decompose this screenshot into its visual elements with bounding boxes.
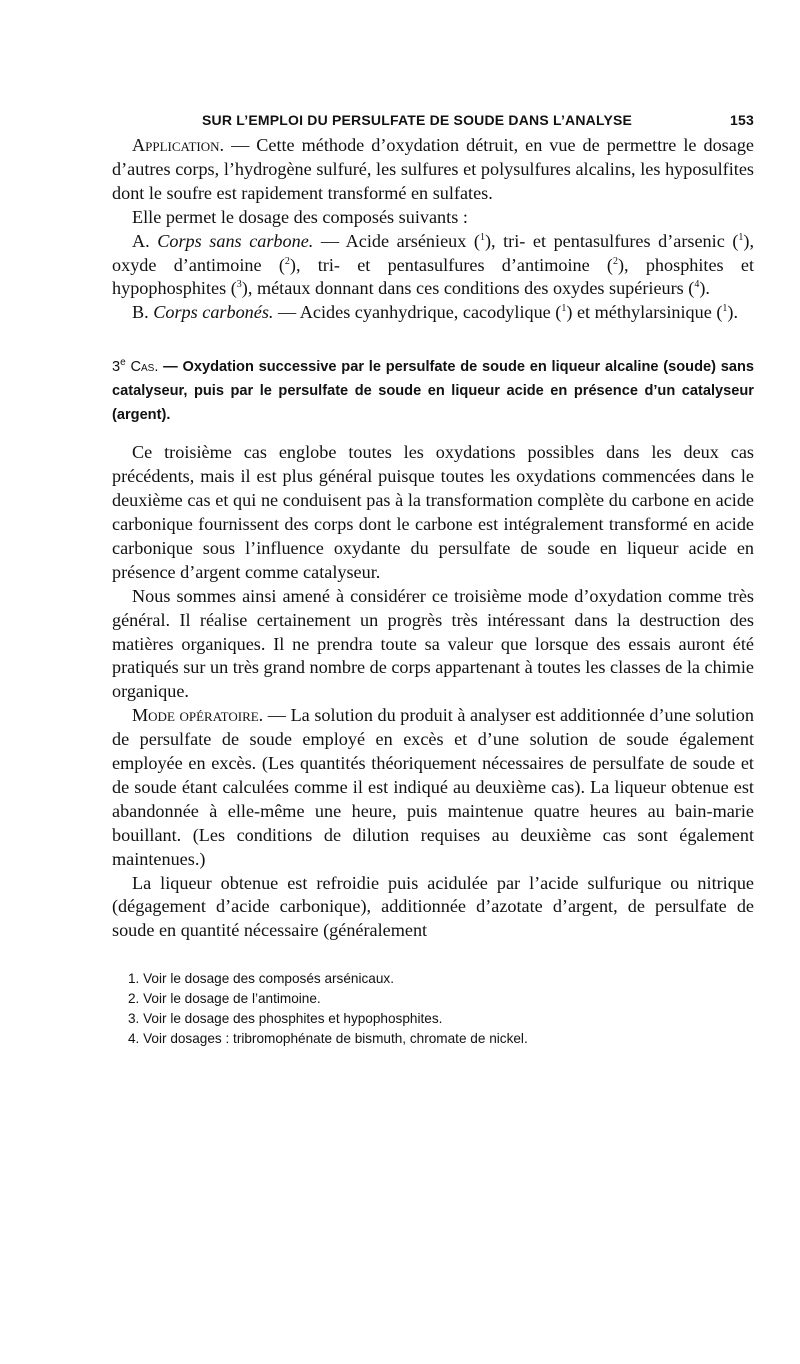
body-paragraph-1: Ce troisième cas englobe toutes les oxydations possibles dans les deux cas précédents, mais il est plus général puisque toutes les oxydations commencées dans le deuxième cas et qui ne conduisent pas à la transformation complète du carbone en acide carbonique fournissent des corps dont le carbone est intégralement transformé en acide carbonique sous l’influence oxydante du persulfate de soude en liqueur acide en présence d’argent comme catalyseur. [112, 442, 754, 582]
corps-carbones-paragraph [112, 301, 754, 325]
corps-carbones-text: ) et méthylarsinique ( [566, 302, 723, 323]
footnote-4: 4. Voir dosages : tribromophénate de bismuth, chromate de nickel. [128, 1031, 528, 1047]
mode-operatoire-label: Mode opératoire. [132, 705, 264, 726]
corps-sans-carbone-text: ). [699, 278, 710, 299]
footnote-ref: 1 [738, 231, 744, 243]
list-letter-b: B. [132, 302, 154, 323]
footnote-ref: 1 [479, 231, 485, 243]
corps-carbones-text: ). [727, 302, 739, 323]
case-number-suffix: e [120, 357, 126, 369]
page-number: 153 [730, 112, 754, 128]
corps-sans-carbone-text: — Acide arsénieux ( [313, 230, 480, 251]
case-3-heading [112, 355, 754, 427]
corps-carbones-text: — Acides cyanhydrique, cacodylique ( [273, 302, 562, 323]
application-paragraph [112, 134, 754, 206]
footnote-ref: 4 [694, 279, 700, 291]
footnote-ref: 3 [236, 279, 242, 291]
case-label: Cas. [125, 359, 159, 376]
dosage-intro: Elle permet le dosage des composés suivants : [132, 206, 468, 227]
body-paragraph-3: La liqueur obtenue est refroidie puis acidulée par l’acide sulfurique ou nitrique (dégagement d’acide carbonique), additionnée d’azotate d’argent, de persulfate de soude en quantité nécessaire (généralement [112, 872, 754, 941]
footnote-2: 2. Voir le dosage de l’antimoine. [128, 991, 321, 1007]
corps-sans-carbone-label: Corps sans carbone. [157, 230, 314, 251]
footnote-ref: 2 [612, 255, 618, 267]
footnote-3: 3. Voir le dosage des phosphites et hypophosphites. [128, 1011, 443, 1027]
corps-sans-carbone-text: ), tri- et pentasulfures d’arsenic ( [484, 230, 739, 251]
book-page [112, 112, 754, 1049]
footnote-ref: 1 [722, 303, 728, 315]
footnotes [112, 969, 754, 1049]
body-paragraph-2: Nous sommes ainsi amené à considérer ce troisième mode d’oxydation comme très général. Il réalise certainement un progrès très intéressant dans la destruction des matières organiques. Il ne prendra toute sa valeur que lorsque des essais auront été pratiqués sur un très grand nombre de corps appartenant à toutes les classes de la chimie organique. [112, 585, 754, 702]
corps-sans-carbone-text: ), phosphites et hypophosphites ( [112, 254, 755, 299]
case-number: 3 [112, 359, 121, 376]
running-head [112, 112, 754, 134]
application-label: Application. [132, 135, 225, 155]
mode-operatoire-text: — La solution du produit à analyser est additionnée d’une solution de persulfate de soude employé en excès et d’une solution de soude également employée en excès. (Les quantités théoriquement nécessaires de persulfate de soude et de soude étant calculées comme il est indiqué au deuxième cas). La liqueur obtenue est abandonnée à elle-même une heure, puis maintenue quatre heures au bain-marie bouillant. (Les conditions de dilution requises au deuxième cas sont également maintenues.) [112, 705, 754, 869]
application-text: — Cette méthode d’oxydation détruit, en vue de permettre le dosage d’autres corps, l’hydrogène sulfuré, les sulfures et polysulfures alcalins, les hyposulfites dont le soufre est rapidement transformé en sulfates. [112, 135, 754, 203]
list-letter-a: A. [132, 230, 158, 251]
corps-sans-carbone-text: ), tri- et pentasulfures d’antimoine ( [289, 254, 613, 275]
corps-carbones-label: Corps carbonés. [153, 302, 274, 323]
corps-sans-carbone-text: ), oxyde d’antimoine ( [112, 230, 754, 275]
corps-sans-carbone-text: ), métaux donnant dans ces conditions des oxydes supérieurs ( [241, 278, 695, 299]
case-heading-text: — Oxydation successive par le persulfate de soude en liqueur alcaline (soude) sans catalyseur, puis par le persulfate de soude en liqueur acide en présence d’un catalyseur (argent). [112, 359, 754, 424]
mode-operatoire-paragraph [112, 704, 754, 871]
running-title: SUR L’EMPLOI DU PERSULFATE DE SOUDE DANS L’ANALYSE [202, 112, 633, 128]
footnote-1: 1. Voir le dosage des composés arsénicaux. [128, 971, 394, 987]
footnote-ref: 1 [561, 303, 567, 315]
corps-sans-carbone-paragraph [112, 230, 754, 302]
footnote-ref: 2 [284, 255, 290, 267]
